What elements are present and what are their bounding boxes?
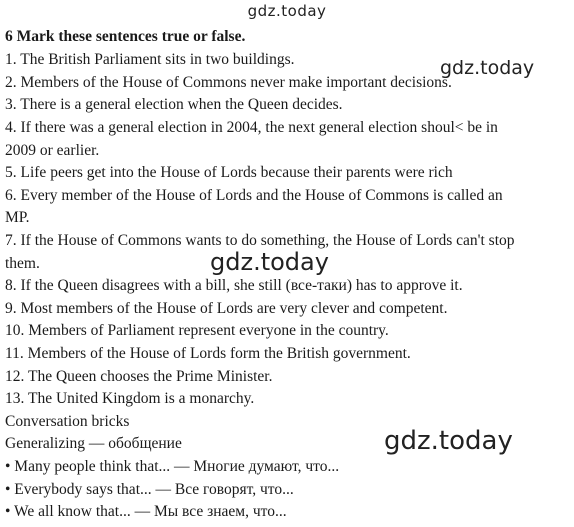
sentence-5: 5. Life peers get into the House of Lords because their parents were rich (5, 164, 453, 181)
sentence-13: 13. The United Kingdom is a monarchy. (5, 390, 255, 407)
sentence-1: 1. The British Parliament sits in two buildings. (5, 51, 295, 68)
watermark-top: gdz.today (247, 2, 327, 20)
sentence-12: 12. The Queen chooses the Prime Minister. (5, 368, 273, 385)
conversation-subheading: Generalizing — обобщение (5, 435, 182, 452)
exercise-title: 6 Mark these sentences true or false. (5, 28, 246, 45)
sentence-7-line-2: them. (5, 255, 40, 272)
sentence-9: 9. Most members of the House of Lords are very clever and competent. (5, 300, 448, 317)
sentence-6-line-1: 6. Every member of the House of Lords and the House of Commons is called an (5, 187, 503, 204)
watermark-center: gdz.today (210, 248, 329, 276)
watermark-bottom-right: gdz.today (384, 426, 513, 456)
watermark-mid-right: gdz.today (440, 57, 535, 79)
conversation-bullet-3: • We all know that... — Мы все знаем, что... (5, 503, 287, 520)
sentence-10: 10. Members of Parliament represent everyone in the country. (5, 322, 389, 339)
conversation-heading: Conversation bricks (5, 413, 130, 430)
sentence-6-line-2: MP. (5, 209, 30, 226)
conversation-bullet-1: • Many people think that... — Многие думают, что... (5, 458, 340, 475)
sentence-7-line-1: 7. If the House of Commons wants to do something, the House of Lords can't stop (5, 232, 515, 249)
conversation-bullet-2: • Everybody says that... — Все говорят, что... (5, 481, 294, 498)
sentence-3: 3. There is a general election when the Queen decides. (5, 96, 343, 113)
sentence-4-line-2: 2009 or earlier. (5, 142, 100, 159)
sentence-4-line-1: 4. If there was a general election in 2004, the next general election shoul< be in (5, 119, 498, 136)
sentence-8: 8. If the Queen disagrees with a bill, she still (все-таки) has to approve it. (5, 277, 463, 294)
sentence-11: 11. Members of the House of Lords form the British government. (5, 345, 411, 362)
sentence-2: 2. Members of the House of Commons never make important decisions. (5, 74, 452, 91)
